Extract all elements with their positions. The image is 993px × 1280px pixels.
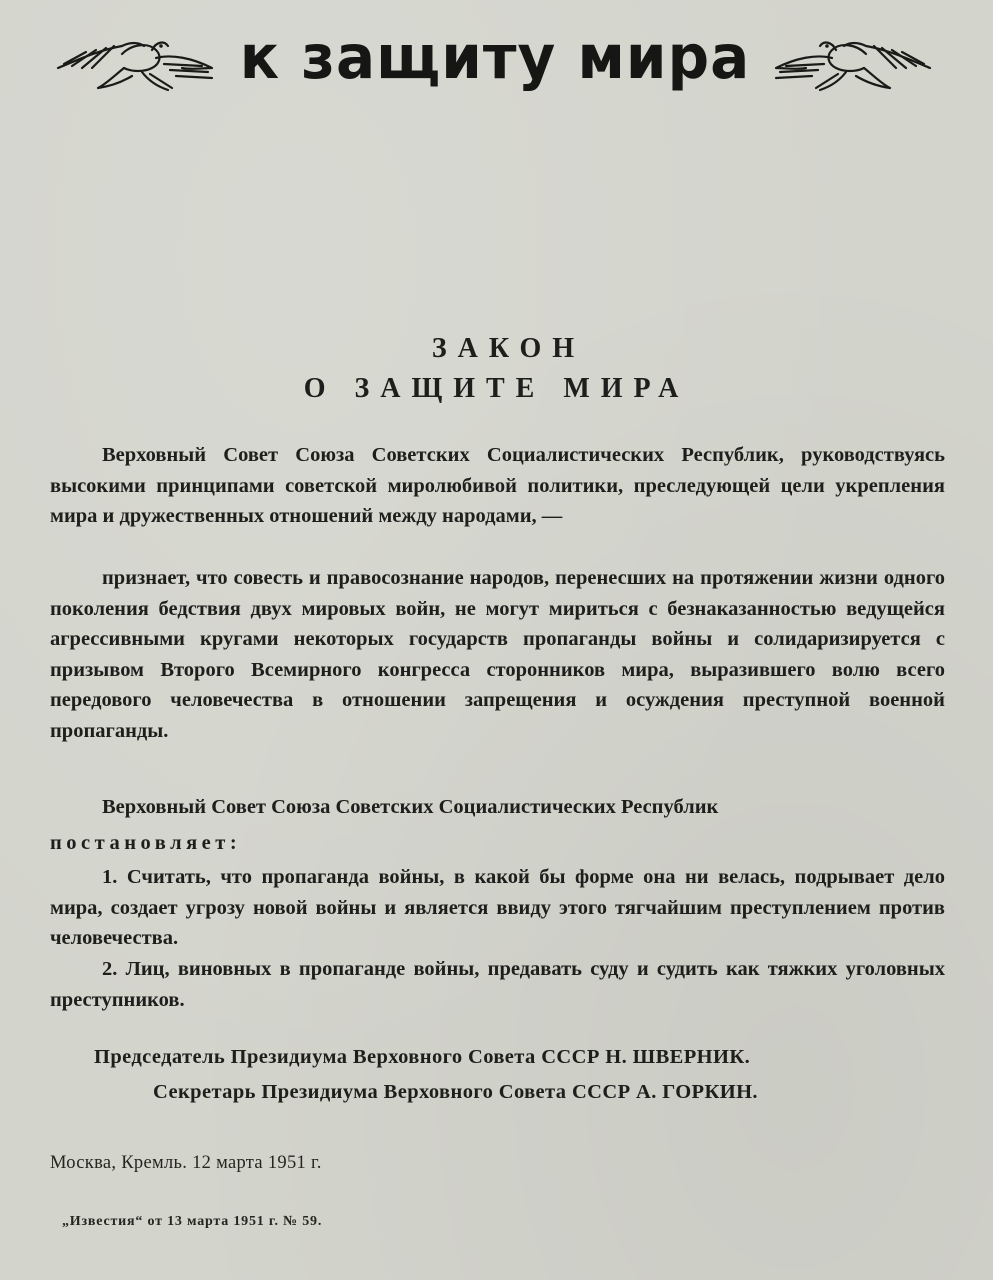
source-citation: „Известия“ от 13 марта 1951 г. № 59.	[62, 1214, 323, 1229]
masthead-title: к защиту мира	[239, 21, 751, 93]
law-title: ЗАКОН	[431, 333, 586, 364]
preamble-paragraph: Верховный Совет Союза Советских Социалистических Республик, руководствуясь высокими принципами советской миролюбивой политики, преследующей цели укрепления мира и дружественных отношений между народами, —	[50, 444, 945, 528]
resolution-intro: Верховный Совет Союза Советских Социалистических Республик	[102, 796, 719, 818]
signature-secretary: Секретарь Президиума Верховного Совета СССР А. ГОРКИН.	[153, 1081, 758, 1103]
place-date: Москва, Кремль. 12 марта 1951 г.	[50, 1153, 322, 1173]
masthead	[50, 10, 940, 102]
article-2: 2. Лиц, виновных в пропаганде войны, предавать суду и судить как тяжких уголовных преступников.	[50, 958, 945, 1011]
signature-chairman: Председатель Президиума Верховного Совета СССР Н. ШВЕРНИК.	[94, 1046, 751, 1068]
law-subtitle: О ЗАЩИТЕ МИРА	[303, 373, 690, 404]
resolves-word: постановляет:	[50, 832, 242, 854]
dove-right-icon	[756, 24, 936, 104]
article-1: 1. Считать, что пропаганда войны, в какой бы форме она ни велась, подрывает дело мира, создает угрозу новой войны и является ввиду этого тягчайшим преступлением против человечества.	[50, 866, 945, 950]
recognition-paragraph: признает, что совесть и правосознание народов, перенесших на протяжении жизни одного поколения бедствия двух мировых войн, не могут мириться с безнаказанностью ведущейся агрессивными кругами некоторых государств пропаганды войны и солидаризируется с призывом Второго Всемирного конгресса сторонников мира, выразившего волю всего передового человечества в отношении запрещения и осуждения преступной военной пропаганды.	[50, 567, 945, 742]
